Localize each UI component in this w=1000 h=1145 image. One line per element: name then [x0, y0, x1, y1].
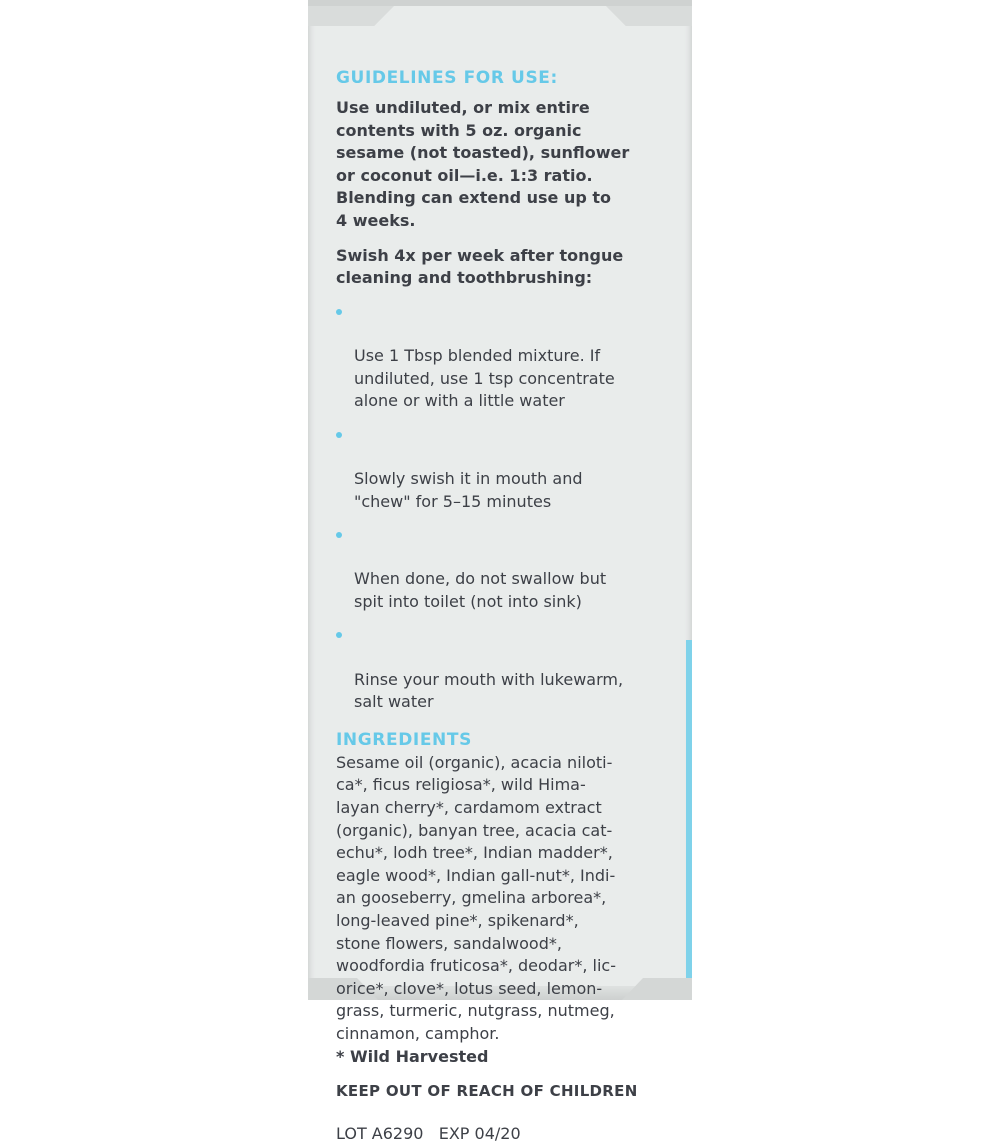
step-text: Rinse your mouth with lukewarm, salt water	[354, 669, 624, 712]
list-item	[336, 423, 672, 513]
top-edge	[308, 0, 692, 6]
bullet-icon	[336, 309, 342, 315]
warning-text: KEEP OUT OF REACH OF CHILDREN	[336, 1082, 638, 1101]
guidelines-intro: Use undiluted, or mix entire contents with 5 oz. organic sesame (not toasted), sunflower or coconut oil—i.e. 1:3 ratio. Blending can extend use up to 4 weeks.	[336, 98, 630, 230]
ingredients-text: Sesame oil (organic), acacia niloti- ca*, ficus religiosa*, wild Hima- layan cherry*, cardamom extract (organic), banyan tree, acacia cat- echu*, lodh tree*, Indian madder*, eagle wood*, Indian gall-nut*, Indi- an gooseberry, gmelina arborea*, long-leaved pine*, spikenard*, stone flowers, sandalwood*, woodfordia fruticosa*, deodar*, lic- orice*, clove*, lotus seed, lemon- grass, turmeric, nutgrass, nutmeg, cinnamon, camphor.	[336, 752, 616, 1043]
usage-steps	[336, 300, 672, 714]
expiry-date: EXP 04/20	[438, 1123, 521, 1143]
guidelines-heading: GUIDELINES FOR USE:	[336, 68, 558, 88]
lot-exp-line	[336, 1123, 672, 1145]
bullet-icon	[336, 632, 342, 638]
swish-instruction: Swish 4x per week after tongue cleaning and toothbrushing:	[336, 245, 624, 288]
step-text: Slowly swish it in mouth and "chew" for 5–15 minutes	[354, 468, 583, 511]
step-text: Use 1 Tbsp blended mixture. If undiluted, use 1 tsp concentrate alone or with a little water	[354, 345, 615, 411]
wild-harvested-note: * Wild Harvested	[336, 1046, 489, 1066]
list-item	[336, 300, 672, 413]
list-item	[336, 523, 672, 613]
label-content	[336, 66, 672, 1145]
ingredients-heading: INGREDIENTS	[336, 729, 472, 750]
bullet-icon	[336, 532, 342, 538]
step-text: When done, do not swallow but spit into toilet (not into sink)	[354, 569, 607, 611]
product-box-panel	[308, 0, 692, 1143]
bullet-icon	[336, 432, 342, 438]
list-item	[336, 623, 672, 713]
accent-edge-bar	[686, 640, 692, 1000]
lot-number: LOT A6290	[336, 1123, 424, 1143]
